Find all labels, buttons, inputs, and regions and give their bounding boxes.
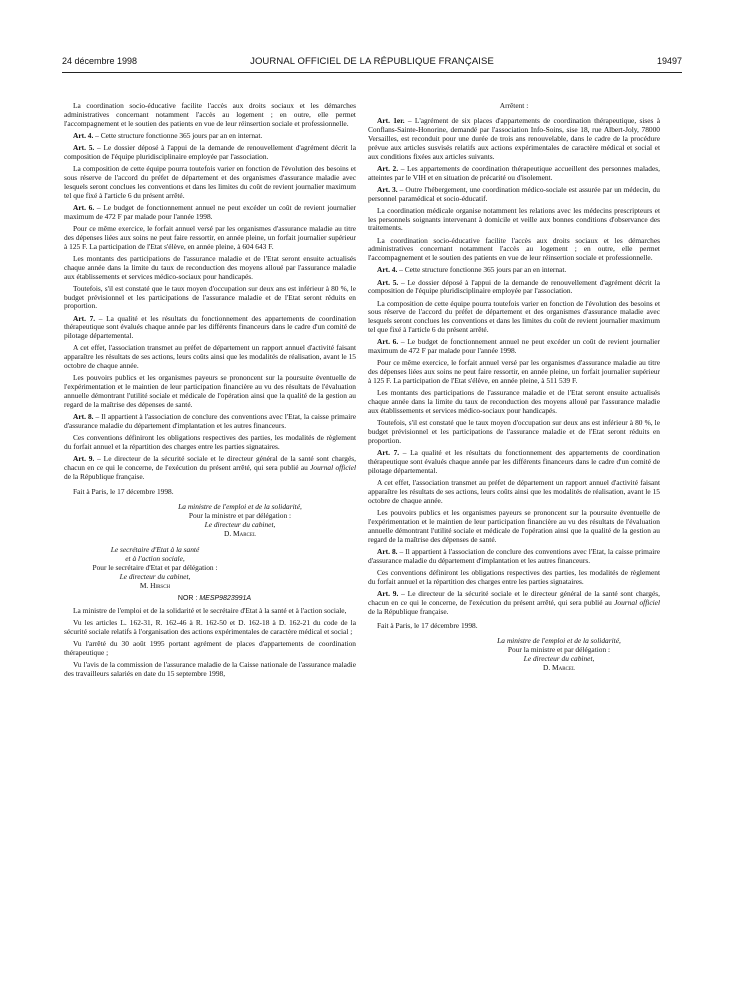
- article-text: – Le dossier déposé à l'appui de la demande de renouvellement d'agrément décrit la composition de l'équipe pluridisciplinaire employée par l'association.: [64, 143, 356, 161]
- fait-line: Fait à Paris, le 17 décembre 1998.: [377, 621, 478, 631]
- header-rule: [62, 72, 682, 73]
- page-header: [62, 56, 682, 70]
- right-column: [368, 102, 660, 677]
- paragraph: Les montants des participations de l'assurance maladie et de l'Etat seront ensuite actualisés chaque année dans la limite du taux de reconduction des moyens alloué par l'assurance maladie aux établissements et services médico-sociaux pour handicapés.: [368, 388, 660, 416]
- article-text: – Cette structure fonctionne 365 jours par an en internat.: [93, 130, 263, 140]
- paragraph: La coordination socio-éducative facilite l'accès aux droits sociaux et les démarches administratives concernant notamment l'accès au logement ; en outre, elle permet l'accompagnement et le soutien des patients en vue de leur réinsertion sociale et professionnelle.: [368, 235, 660, 263]
- paragraph: Les pouvoirs publics et les organismes payeurs se prononcent sur la poursuite éventuelle de l'expérimentation et le maintien de leur participation financière au vu des résultats de l'évaluation annuelle démontrant l'utilité sociale et médicale de l'opération ainsi que la qualité de la gestion au regard de la maîtrise des dépenses de santé.: [368, 507, 660, 544]
- signature-block-minister: [368, 637, 660, 673]
- article-5: [368, 279, 660, 297]
- article-text: – Le directeur de la sécurité sociale et le directeur général de la santé sont chargés, chacun en ce qui le concerne, de l'exécution du présent arrêté, qui sera publié au: [368, 588, 660, 607]
- article-text: de la République française.: [64, 471, 145, 481]
- article-label: Art. 2.: [377, 163, 399, 173]
- article-text: de la République française.: [368, 606, 449, 616]
- paragraph: A cet effet, l'association transmet au préfet de département un rapport annuel d'activité faisant apparaître les résultats de ses actions, leurs coûts ainsi que les modalités de réalisation, avant le 15 octobre de chaque année.: [368, 477, 660, 505]
- article-8: [368, 548, 660, 566]
- article-text: – La qualité et les résultats du fonctionnement des appartements de coordination thérapeutique sont évalués chaque année par les différents financeurs dans le cadre d'un comité de pilotage départemental.: [64, 313, 356, 341]
- paragraph: Ces conventions définiront les obligations respectives des parties, les modalités de règlement du forfait annuel et la répartition des charges entre les parties signataires.: [368, 567, 660, 586]
- article-label: Art. 7.: [73, 313, 96, 323]
- article-text: – Il appartient à l'association de conclure des conventions avec l'Etat, la caisse primaire d'assurance maladie du département d'implantation et les autres financeurs.: [368, 546, 660, 565]
- article-6: [64, 204, 356, 222]
- article-6: [368, 338, 660, 356]
- article-label: Art. 9.: [377, 588, 399, 598]
- paragraph: Toutefois, s'il est constaté que le taux moyen d'occupation sur deux ans est inférieur à 80 %, le budget prévisionnel et les participations de l'assurance maladie et de l'Etat seront réduits en proportion.: [368, 418, 660, 445]
- paragraph: A cet effet, l'association transmet au préfet de département un rapport annuel d'activité faisant apparaître les résultats de ses actions, leurs coûts ainsi que les modalités de réalisation, avant le 15 octobre de chaque année.: [64, 343, 356, 371]
- article-9: [64, 455, 356, 482]
- article-7: [368, 449, 660, 476]
- article-text: – Les appartements de coordination thérapeutique accueillent des personnes malades, atteintes par le VIH et en situation de précarité ou d'isolement.: [368, 163, 660, 182]
- left-column: [64, 102, 356, 682]
- article-9: [368, 590, 660, 617]
- signature-block-secretary: [64, 546, 356, 591]
- signatory-title: La ministre de l'emploi et de la solidarité,: [178, 501, 302, 511]
- article-3: [368, 186, 660, 204]
- arretent-heading: Arrêtent :: [499, 101, 529, 110]
- article-label: Art. 1er.: [377, 115, 405, 125]
- article-label: Art. 7.: [377, 448, 400, 458]
- fait-line: Fait à Paris, le 17 décembre 1998.: [73, 486, 174, 496]
- paragraph: La coordination médicale organise notamment les relations avec les médecins prescripteurs et les personnels soignants intervenant à domicile et veille aux bonnes conditions d'observance des traitements.: [368, 205, 660, 233]
- article-text: – Le directeur de la sécurité sociale et le directeur général de la santé sont chargés, chacun en ce qui le concerne, de l'exécution du présent arrêté, qui sera publié au: [64, 454, 356, 473]
- article-4: [64, 132, 356, 141]
- article-text: – Outre l'hébergement, une coordination médico-sociale est assurée par un médecin, du personnel paramédical et socio-éducatif.: [368, 184, 660, 203]
- paragraph: Pour ce même exercice, le forfait annuel versé par les organismes d'assurance maladie au titre des dépenses liées aux soins ne peut faire ressortir, en année pleine, un forfait journalier supérieur à 125 F. La participation de l'Etat s'élève, en année pleine, à 511 539 F.: [368, 358, 660, 386]
- article-text: – L'agrément de six places d'appartements de coordination thérapeutique, sises à Conflans-Sainte-Honorine, demandé par l'association Info-Soins, sise 18, rue Albert-Joly, 78000 Versailles, est reconduit pour une durée de trois ans renouvelable, dans le cadre de la procédure prévue aux articles susvisés relatifs aux actions expérimentales de caractère médical et social et aux conditions fixées aux articles suivants.: [368, 115, 660, 161]
- article-text: – Le budget de fonctionnement annuel ne peut excéder un coût de revient journalier maximum de 472 F par malade pour l'année 1998.: [64, 202, 356, 221]
- journal-name: Journal officiel: [310, 463, 356, 473]
- article-text: – Le budget de fonctionnement annuel ne peut excéder un coût de revient journalier maximum de 472 F par malade pour l'année 1998.: [368, 337, 660, 356]
- delegation-line: Pour le secrétaire d'Etat et par délégation :: [92, 563, 218, 573]
- journal-name: Journal officiel: [614, 597, 660, 607]
- article-label: Art. 5.: [73, 143, 95, 152]
- article-label: Art. 8.: [73, 412, 94, 422]
- visa: Vu l'avis de la commission de l'assurance maladie de la Caisse nationale de l'assurance maladie des travailleurs salariés en date du 15 septembre 1998,: [64, 660, 356, 679]
- paragraph: Les pouvoirs publics et les organismes payeurs se prononcent sur la poursuite éventuelle de l'expérimentation et le maintien de leur participation financière au vu des résultats de l'évaluation annuelle démontrant l'utilité sociale et médicale de l'opération ainsi que la qualité de la gestion au regard de la maîtrise des dépenses de santé.: [64, 373, 356, 410]
- page-number: 19497: [656, 56, 682, 66]
- article-label: Art. 6.: [73, 202, 95, 212]
- article-label: Art. 8.: [377, 546, 398, 556]
- signatory-name: D. Marcel: [543, 663, 575, 673]
- paragraph: La coordination socio-éducative facilite l'accès aux droits sociaux et les démarches administratives concernant notamment l'accès au logement ; en outre, elle permet l'accompagnement et le soutien des patients en vue de leur réinsertion sociale et professionnelle.: [64, 101, 356, 128]
- article-label: Art. 4.: [73, 130, 94, 140]
- article-text: – Il appartient à l'association de conclure des conventions avec l'Etat, la caisse primaire d'assurance maladie du département d'implantation et les autres financeurs.: [64, 412, 356, 431]
- paragraph: Toutefois, s'il est constaté que le taux moyen d'occupation sur deux ans est inférieur à 80 %, le budget prévisionnel et les participations de l'assurance maladie et de l'Etat seront réduits en proportion.: [64, 283, 356, 311]
- article-label: Art. 4.: [377, 265, 398, 275]
- article-label: Art. 5.: [377, 277, 399, 287]
- paragraph: Pour ce même exercice, le forfait annuel versé par les organismes d'assurance maladie au titre des dépenses liées aux soins ne peut faire ressortir, en année pleine, un forfait journalier supérieur à 125 F. La participation de l'Etat s'élève, en année pleine, à 604 643 F.: [64, 223, 356, 251]
- visa: Vu l'arrêté du 30 août 1995 portant agrément de places d'appartements de coordination thérapeutique ;: [64, 639, 356, 658]
- delegation-line: Pour la ministre et par délégation :: [507, 645, 611, 655]
- article-text: – Cette structure fonctionne 365 jours par an en internat.: [397, 265, 567, 275]
- signatory-title: La ministre de l'emploi et de la solidarité,: [497, 636, 621, 646]
- article-label: Art. 6.: [377, 337, 399, 347]
- signatory-role: Le directeur du cabinet,: [119, 572, 191, 582]
- paragraph: Les montants des participations de l'assurance maladie et de l'Etat seront ensuite actualisés chaque année dans la limite du taux de reconduction des moyens alloué par l'assurance maladie aux établissements et services médico-sociaux pour handicapés.: [64, 253, 356, 281]
- article-label: Art. 9.: [73, 454, 95, 464]
- signatory-title: Le secrétaire d'Etat à la santé: [110, 545, 200, 555]
- article-8: [64, 413, 356, 431]
- paragraph: La composition de cette équipe pourra toutefois varier en fonction de l'évolution des besoins et sous réserve de l'accord du préfet de département et des organismes d'assurance maladie avec lesquels seront conclues les conventions et dans les limites du coût de revient journalier maximum tel que fixé à l'article 6 du présent arrêté.: [64, 164, 356, 200]
- article-text: – Le dossier déposé à l'appui de la demande de renouvellement d'agrément décrit la composition de l'équipe pluridisciplinaire employée par l'association.: [368, 277, 660, 296]
- article-label: Art. 3.: [377, 184, 398, 194]
- article-2: [368, 165, 660, 183]
- journal-title: JOURNAL OFFICIEL DE LA RÉPUBLIQUE FRANÇAISE: [250, 56, 494, 67]
- nor-code: MESP9823991A: [199, 594, 252, 602]
- signatory-role: Le directeur du cabinet,: [523, 654, 595, 664]
- article-1: [368, 117, 660, 162]
- article-5: [64, 144, 356, 162]
- paragraph: Ces conventions définiront les obligations respectives des parties, les modalités de règlement du forfait annuel et la répartition des charges entre les parties signataires.: [64, 433, 356, 452]
- paragraph: La ministre de l'emploi et de la solidarité et le secrétaire d'Etat à la santé et à l'action sociale,: [73, 606, 347, 616]
- header-date: 24 décembre 1998: [62, 56, 138, 66]
- signatory-title: et à l'action sociale,: [125, 554, 185, 564]
- signatory-name: D. Marcel: [224, 528, 256, 538]
- delegation-line: Pour la ministre et par délégation :: [188, 510, 292, 520]
- nor-reference: [64, 595, 356, 604]
- article-7: [64, 315, 356, 342]
- visa: Vu les articles L. 162-31, R. 162-46 à R. 162-50 et D. 162-18 à D. 162-21 du code de la sécurité sociale relatifs à l'organisation des actions expérimentales de caractère médical et social ;: [64, 618, 356, 637]
- article-4: [368, 266, 660, 275]
- paragraph: La composition de cette équipe pourra toutefois varier en fonction de l'évolution des besoins et sous réserve de l'accord du préfet de département et des organismes d'assurance maladie avec lesquels seront conclues les conventions et dans les limites du coût de revient journalier maximum tel que fixé à l'article 6 du présent arrêté.: [368, 298, 660, 335]
- signatory-name: M. Hirsch: [139, 581, 171, 591]
- nor-label: NOR :: [177, 594, 200, 602]
- article-text: – La qualité et les résultats du fonctionnement des appartements de coordination thérapeutique sont évalués chaque année par les différents financeurs dans le cadre d'un comité de pilotage départemental.: [368, 448, 660, 475]
- signature-block-minister: [64, 503, 356, 539]
- signatory-role: Le directeur du cabinet,: [204, 519, 276, 529]
